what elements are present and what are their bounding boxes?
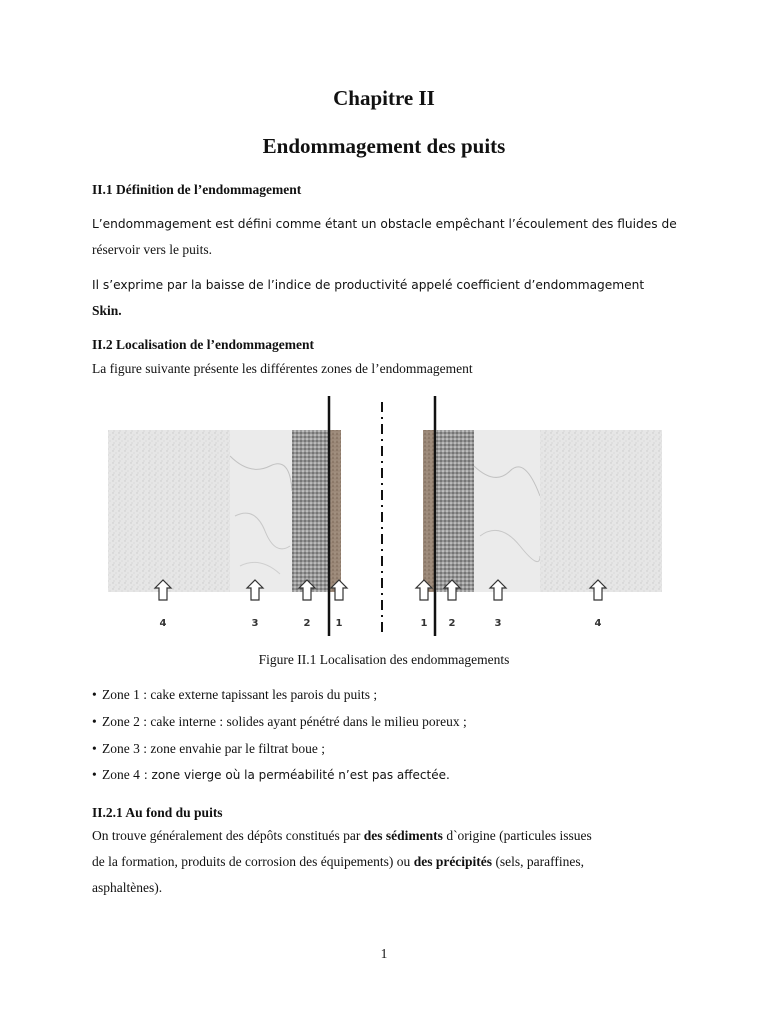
bullet-icon: • bbox=[92, 714, 97, 729]
bold-term: des sédiments bbox=[363, 828, 443, 843]
zone-label-right-2: 2 bbox=[448, 618, 456, 629]
page-number: 1 bbox=[380, 946, 388, 961]
zone-item-text-sans: : zone vierge où la perméabilité n’est pas affectée. bbox=[139, 768, 450, 782]
bullet-icon: • bbox=[92, 767, 97, 782]
zone-label-right-3: 3 bbox=[494, 618, 502, 629]
zone-item-4 bbox=[92, 767, 450, 783]
chapter-title: Endommagement des puits bbox=[262, 134, 506, 158]
figure-intro: La figure suivante présente les différentes zones de l’endommagement bbox=[92, 361, 473, 376]
zone-item-2 bbox=[92, 714, 467, 730]
paragraph-1-line-1: L’endommagement est défini comme étant un obstacle empêchant l’écoulement des fluides de bbox=[92, 217, 677, 231]
text-span: On trouve généralement des dépôts constitués par bbox=[92, 828, 364, 843]
paragraph-2-line-1: Il s’exprime par la baisse de l’indice de productivité appelé coefficient d’endommagement bbox=[92, 278, 645, 292]
skin-term: Skin. bbox=[92, 303, 122, 318]
bullet-icon: • bbox=[92, 687, 97, 702]
zone-label-left-1: 1 bbox=[335, 618, 343, 629]
chapter-number: Chapitre II bbox=[333, 86, 435, 110]
figure-caption: Figure II.1 Localisation des endommagements bbox=[258, 652, 510, 667]
bold-term: des précipités bbox=[413, 854, 493, 869]
zone-label-left-2: 2 bbox=[303, 618, 311, 629]
damage-zones-figure bbox=[100, 396, 670, 636]
section-heading-2: II.2 Localisation de l’endommagement bbox=[92, 337, 314, 352]
bullet-icon: • bbox=[92, 741, 97, 756]
zone-item-text: Zone 2 : cake interne : solides ayant pénétré dans le milieu poreux ; bbox=[102, 714, 467, 729]
zone-label-right-4: 4 bbox=[594, 618, 602, 629]
zone-4-right bbox=[540, 430, 662, 592]
zone-label-left-4: 4 bbox=[159, 618, 167, 629]
zone-item-3 bbox=[92, 741, 325, 757]
paragraph-3-line-1 bbox=[92, 823, 592, 849]
zone-4-left bbox=[108, 430, 230, 592]
text-span: de la formation, produits de corrosion des équipements) ou bbox=[92, 854, 414, 869]
zone-3-right bbox=[474, 430, 540, 592]
zone-item-text: Zone 4 bbox=[102, 767, 140, 782]
zone-item-text: Zone 3 : zone envahie par le filtrat boue ; bbox=[102, 741, 326, 756]
zone-label-left-3: 3 bbox=[251, 618, 259, 629]
section-heading-1: II.1 Définition de l’endommagement bbox=[92, 182, 302, 197]
zone-item-1 bbox=[92, 687, 377, 703]
text-span: d`origine (particules issues bbox=[442, 828, 592, 843]
paragraph-3-line-3: asphaltènes). bbox=[92, 880, 163, 895]
zone-item-text: Zone 1 : cake externe tapissant les parois du puits ; bbox=[102, 687, 378, 702]
zone-2-left bbox=[292, 430, 328, 592]
subsection-heading: II.2.1 Au fond du puits bbox=[92, 805, 223, 820]
zone-2-right bbox=[436, 430, 474, 592]
text-span: (sels, paraffines, bbox=[492, 854, 585, 869]
paragraph-1-line-2: réservoir vers le puits. bbox=[92, 242, 212, 257]
paragraph-3-line-2 bbox=[92, 849, 584, 875]
zone-label-right-1: 1 bbox=[420, 618, 428, 629]
zone-3-left bbox=[230, 430, 292, 592]
